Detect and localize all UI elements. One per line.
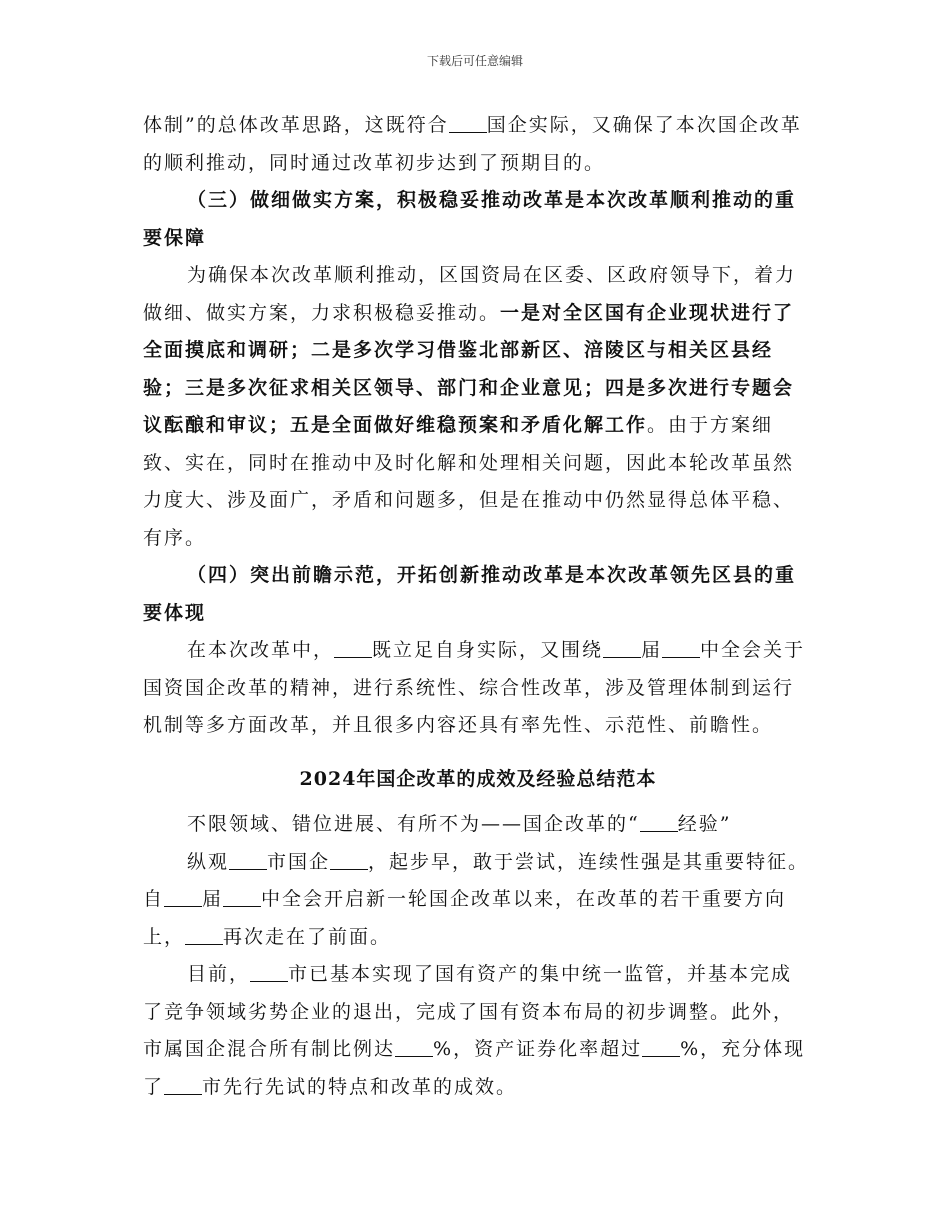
paragraph-innovation: 在本次改革中， 既立足自身实际，又围绕 届 中全会关于国资国企改革的精神，进行系统性、综合性改革，涉及管理体制到运行机制等多方面改革，并且很多内容还具有率先性、示范性、前瞻性。 (143, 639, 806, 736)
blank-underline (662, 641, 700, 658)
blank-underline (164, 890, 202, 907)
blank-underline (229, 853, 267, 870)
blank-underline (642, 1040, 680, 1057)
document-title: 2024年国企改革的成效及经验总结范本 (299, 767, 657, 790)
paragraph-reform-approach: 体制”的总体改革思路，这既符合 国企实际，又确保了本次国企改革的顺利推动，同时通过改革初步达到了预期目的。 (143, 114, 802, 174)
blank-underline (185, 928, 223, 945)
blank-underline (603, 641, 641, 658)
blank-underline (330, 853, 368, 870)
document-body (143, 107, 813, 1106)
blank-underline (164, 1078, 202, 1095)
blank-underline (334, 641, 372, 658)
paragraph-subtitle: 不限领域、错位进展、有所不为——国企改革的“ 经验” (187, 813, 732, 835)
section-heading-3: （三）做细做实方案，积极稳妥推动改革是本次改革顺利推动的重要保障 (143, 189, 797, 249)
section-heading-4: （四）突出前瞻示范，开拓创新推动改革是本次改革领先区县的重要体现 (143, 564, 797, 624)
blank-underline (395, 1040, 433, 1057)
blank-underline (223, 890, 261, 907)
paragraph-plan-details: 为确保本次改革顺利推动，区国资局在区委、区政府领导下，着力做细、做实方案，力求积极稳妥推动。一是对全区国有企业现状进行了全面摸底和调研；二是多次学习借鉴北部新区、涪陵区与相关区县经验；三是多次征求相关区领导、部门和企业意见；四是多次进行专题会议酝酿和审议；五是全面做好维稳预案和矛盾化解工作。由于方案细致、实在，同时在推动中及时化解和处理相关问题，因此本轮改革虽然力度大、涉及面广，矛盾和问题多，但是在推动中仍然显得总体平稳、有序。 (143, 264, 797, 549)
paragraph-overview: 纵观 市国企 ，起步早，敢于尝试，连续性强是其重要特征。自 届 中全会开启新一轮国企改革以来，在改革的若干重要方向上， 再次走在了前面。 (143, 850, 810, 948)
blank-underline (250, 965, 288, 982)
page-header: 下载后可任意编辑 (426, 54, 523, 68)
blank-underline (449, 116, 487, 133)
paragraph-current-status: 目前， 市已基本实现了国有资产的集中统一监管，并基本完成了竞争领域劣势企业的退出，完成了国有资本布局的初步调整。此外，市属国企混合所有制比例达 %，资产证券化率超过 %，充分体现了 市先行先试的特点和改革的成效。 (143, 963, 806, 1098)
blank-underline (640, 815, 678, 832)
